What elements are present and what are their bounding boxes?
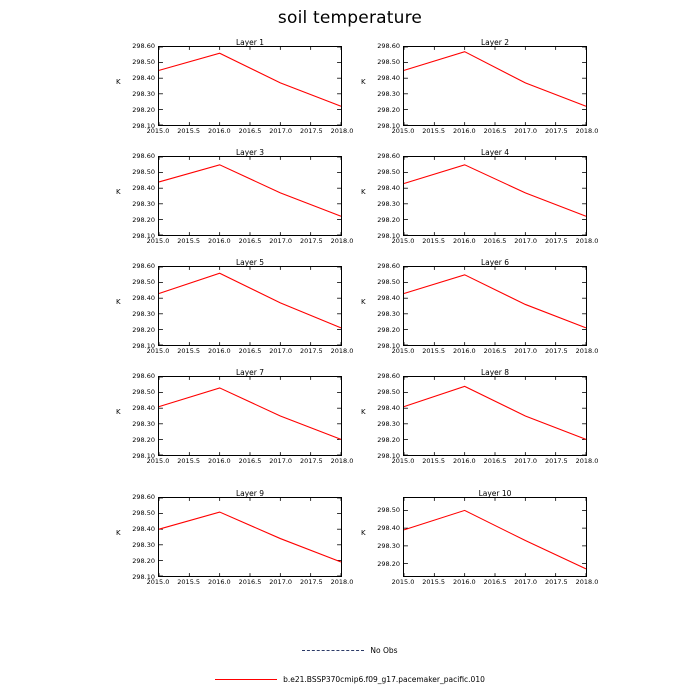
x-tick-label: 2016.0 [207, 127, 231, 135]
y-tick-label: 298.50 [377, 505, 400, 514]
y-axis [355, 262, 400, 350]
y-tick-label: 298.30 [132, 310, 155, 318]
x-tick-label: 2018.0 [330, 237, 354, 245]
y-tick-label: 298.40 [377, 294, 400, 302]
plot-area [158, 497, 342, 577]
x-tick-label: 2016.5 [483, 578, 507, 586]
plot-area [158, 266, 342, 346]
plot-area [158, 376, 342, 456]
y-tick-label: 298.60 [132, 152, 155, 160]
x-tick-label: 2018.0 [575, 127, 599, 135]
y-tick-label: 298.60 [377, 42, 400, 50]
legend-no-obs-label: No Obs [370, 646, 398, 655]
legend-series-label: b.e21.BSSP370cmip6.f09_g17.pacemaker_pacific.010 [283, 675, 485, 684]
y-axis-label: K [116, 408, 121, 416]
x-tick-label: 2018.0 [330, 127, 354, 135]
x-tick-label: 2017.0 [269, 457, 293, 465]
chart-panel [355, 148, 605, 260]
panel-title: Layer 6 [480, 258, 510, 267]
y-axis [110, 262, 155, 350]
y-tick-label: 298.60 [132, 42, 155, 50]
x-tick-label: 2015.0 [391, 578, 415, 586]
x-tick-label: 2015.0 [146, 237, 170, 245]
y-axis [110, 372, 155, 460]
x-tick-label: 2016.5 [483, 237, 507, 245]
x-axis [391, 578, 599, 590]
x-tick-label: 2018.0 [330, 457, 354, 465]
x-tick-label: 2016.5 [238, 237, 262, 245]
y-tick-label: 298.10 [132, 342, 155, 350]
x-tick-label: 2018.0 [575, 237, 599, 245]
panel-title: Layer 7 [235, 368, 265, 377]
x-tick-label: 2017.0 [514, 578, 538, 586]
x-tick-label: 2016.0 [452, 127, 476, 135]
x-tick-label: 2016.0 [207, 457, 231, 465]
x-tick-label: 2016.5 [483, 347, 507, 355]
y-tick-label: 298.30 [377, 90, 400, 98]
x-tick-label: 2017.0 [269, 127, 293, 135]
y-tick-label: 298.60 [377, 372, 400, 380]
y-tick-label: 298.20 [377, 216, 400, 224]
y-tick-label: 298.60 [132, 372, 155, 380]
x-tick-label: 2015.0 [146, 127, 170, 135]
y-tick-label: 298.40 [132, 525, 155, 533]
y-tick-label: 298.10 [377, 232, 400, 240]
x-tick-label: 2015.0 [146, 578, 170, 586]
y-tick-label: 298.20 [132, 557, 155, 565]
x-axis [391, 457, 599, 469]
y-tick-label: 298.10 [132, 452, 155, 460]
y-tick-label: 298.20 [377, 560, 400, 569]
x-tick-label: 2015.0 [391, 457, 415, 465]
chart-panel [110, 489, 360, 601]
x-tick-label: 2017.5 [299, 347, 323, 355]
x-tick-label: 2016.5 [238, 457, 262, 465]
x-tick-label: 2018.0 [330, 347, 354, 355]
x-tick-label: 2016.0 [207, 347, 231, 355]
x-tick-label: 2017.0 [269, 578, 293, 586]
x-axis [146, 237, 354, 249]
x-tick-label: 2015.5 [422, 578, 446, 586]
y-axis [355, 152, 400, 240]
y-tick-label: 298.40 [377, 74, 400, 82]
y-axis [355, 497, 400, 577]
y-axis-label: K [116, 188, 121, 196]
y-tick-label: 298.30 [377, 200, 400, 208]
x-tick-label: 2018.0 [575, 578, 599, 586]
plot-area [158, 156, 342, 236]
y-tick-label: 298.30 [377, 420, 400, 428]
x-tick-label: 2017.5 [544, 457, 568, 465]
panel-title: Layer 8 [480, 368, 510, 377]
x-tick-label: 2017.5 [544, 127, 568, 135]
y-axis-label: K [361, 298, 366, 306]
x-tick-label: 2015.5 [422, 457, 446, 465]
y-tick-label: 298.10 [377, 452, 400, 460]
chart-panel [110, 38, 360, 150]
x-tick-label: 2017.0 [514, 237, 538, 245]
x-tick-label: 2015.5 [422, 237, 446, 245]
chart-panel [355, 38, 605, 150]
x-tick-label: 2018.0 [330, 578, 354, 586]
y-tick-label: 298.20 [377, 436, 400, 444]
x-tick-label: 2015.0 [391, 237, 415, 245]
y-tick-label: 298.40 [132, 294, 155, 302]
x-tick-label: 2017.5 [299, 237, 323, 245]
y-axis-label: K [361, 529, 366, 537]
y-tick-label: 298.60 [377, 152, 400, 160]
y-tick-label: 298.30 [132, 420, 155, 428]
y-tick-label: 298.10 [132, 573, 155, 581]
x-tick-label: 2017.0 [514, 457, 538, 465]
x-tick-label: 2017.5 [299, 578, 323, 586]
legend-series [0, 673, 700, 684]
x-tick-label: 2015.5 [177, 578, 201, 586]
y-tick-label: 298.20 [132, 326, 155, 334]
x-tick-label: 2016.0 [452, 237, 476, 245]
y-tick-label: 298.20 [377, 326, 400, 334]
y-tick-label: 298.40 [377, 523, 400, 532]
x-tick-label: 2015.0 [146, 457, 170, 465]
y-axis-label: K [361, 408, 366, 416]
x-axis [391, 237, 599, 249]
plot-area [403, 266, 587, 346]
y-axis-label: K [116, 78, 121, 86]
x-tick-label: 2015.0 [391, 127, 415, 135]
y-tick-label: 298.50 [132, 58, 155, 66]
panel-title: Layer 5 [235, 258, 265, 267]
panel-title: Layer 9 [235, 489, 265, 498]
chart-panel [110, 148, 360, 260]
y-tick-label: 298.20 [377, 106, 400, 114]
x-tick-label: 2015.5 [177, 457, 201, 465]
x-axis [146, 127, 354, 139]
y-tick-label: 298.30 [132, 90, 155, 98]
x-tick-label: 2016.0 [207, 237, 231, 245]
x-tick-label: 2015.0 [146, 347, 170, 355]
y-tick-label: 298.50 [377, 388, 400, 396]
x-tick-label: 2017.5 [299, 127, 323, 135]
y-tick-label: 298.40 [132, 404, 155, 412]
y-tick-label: 298.50 [132, 168, 155, 176]
x-axis [391, 347, 599, 359]
x-axis [146, 347, 354, 359]
panel-title: Layer 2 [480, 38, 510, 47]
x-tick-label: 2016.0 [452, 347, 476, 355]
legend-dash-line [302, 650, 364, 651]
y-tick-label: 298.50 [132, 278, 155, 286]
x-tick-label: 2018.0 [575, 347, 599, 355]
x-tick-label: 2018.0 [575, 457, 599, 465]
y-tick-label: 298.20 [132, 436, 155, 444]
y-tick-label: 298.30 [132, 200, 155, 208]
x-axis [146, 457, 354, 469]
x-axis [391, 127, 599, 139]
y-tick-label: 298.40 [132, 184, 155, 192]
x-tick-label: 2017.5 [544, 578, 568, 586]
y-tick-label: 298.20 [132, 216, 155, 224]
y-tick-label: 298.30 [132, 541, 155, 549]
plot-area [403, 46, 587, 126]
page-title: soil temperature [277, 8, 423, 28]
x-tick-label: 2016.0 [452, 457, 476, 465]
plot-area [403, 156, 587, 236]
plot-area [403, 376, 587, 456]
y-axis [355, 372, 400, 460]
y-axis [110, 42, 155, 130]
y-tick-label: 298.40 [132, 74, 155, 82]
x-tick-label: 2016.5 [238, 578, 262, 586]
y-tick-label: 298.30 [377, 542, 400, 551]
x-tick-label: 2015.0 [391, 347, 415, 355]
y-tick-label: 298.10 [132, 122, 155, 130]
panel-title: Layer 3 [235, 148, 265, 157]
y-tick-label: 298.50 [377, 168, 400, 176]
chart-panel [110, 258, 360, 370]
x-tick-label: 2015.5 [422, 347, 446, 355]
chart-panel [355, 489, 605, 601]
y-tick-label: 298.10 [377, 122, 400, 130]
y-tick-label: 298.60 [377, 262, 400, 270]
x-tick-label: 2016.5 [238, 347, 262, 355]
y-tick-label: 298.40 [377, 184, 400, 192]
y-tick-label: 298.50 [377, 278, 400, 286]
x-tick-label: 2016.5 [238, 127, 262, 135]
legend-solid-line [215, 679, 277, 680]
panel-title: Layer 4 [480, 148, 510, 157]
chart-panel [355, 368, 605, 480]
y-axis-label: K [361, 188, 366, 196]
x-axis [146, 578, 354, 590]
x-tick-label: 2017.0 [514, 347, 538, 355]
y-tick-label: 298.40 [377, 404, 400, 412]
y-axis [110, 493, 155, 581]
x-tick-label: 2016.0 [207, 578, 231, 586]
chart-panel [110, 368, 360, 480]
y-tick-label: 298.30 [377, 310, 400, 318]
panel-title: Layer 1 [235, 38, 265, 47]
x-tick-label: 2017.0 [514, 127, 538, 135]
y-axis-label: K [116, 529, 121, 537]
plot-area [158, 46, 342, 126]
x-tick-label: 2015.5 [177, 237, 201, 245]
x-tick-label: 2017.0 [269, 347, 293, 355]
y-tick-label: 298.10 [377, 342, 400, 350]
x-tick-label: 2016.5 [483, 127, 507, 135]
x-tick-label: 2016.0 [452, 578, 476, 586]
legend-no-obs [0, 644, 700, 655]
y-tick-label: 298.50 [132, 388, 155, 396]
x-tick-label: 2017.5 [544, 237, 568, 245]
y-tick-label: 298.50 [132, 509, 155, 517]
x-tick-label: 2016.5 [483, 457, 507, 465]
x-tick-label: 2015.5 [177, 127, 201, 135]
y-axis-label: K [116, 298, 121, 306]
y-axis [110, 152, 155, 240]
x-tick-label: 2015.5 [177, 347, 201, 355]
chart-panel [355, 258, 605, 370]
x-tick-label: 2017.5 [544, 347, 568, 355]
x-tick-label: 2015.5 [422, 127, 446, 135]
x-tick-label: 2017.0 [269, 237, 293, 245]
y-tick-label: 298.60 [132, 262, 155, 270]
y-axis-label: K [361, 78, 366, 86]
panel-title: Layer 10 [478, 489, 512, 498]
y-tick-label: 298.60 [132, 493, 155, 501]
y-tick-label: 298.10 [132, 232, 155, 240]
y-tick-label: 298.50 [377, 58, 400, 66]
y-axis [355, 42, 400, 130]
y-tick-label: 298.20 [132, 106, 155, 114]
plot-area [403, 497, 587, 577]
x-tick-label: 2017.5 [299, 457, 323, 465]
